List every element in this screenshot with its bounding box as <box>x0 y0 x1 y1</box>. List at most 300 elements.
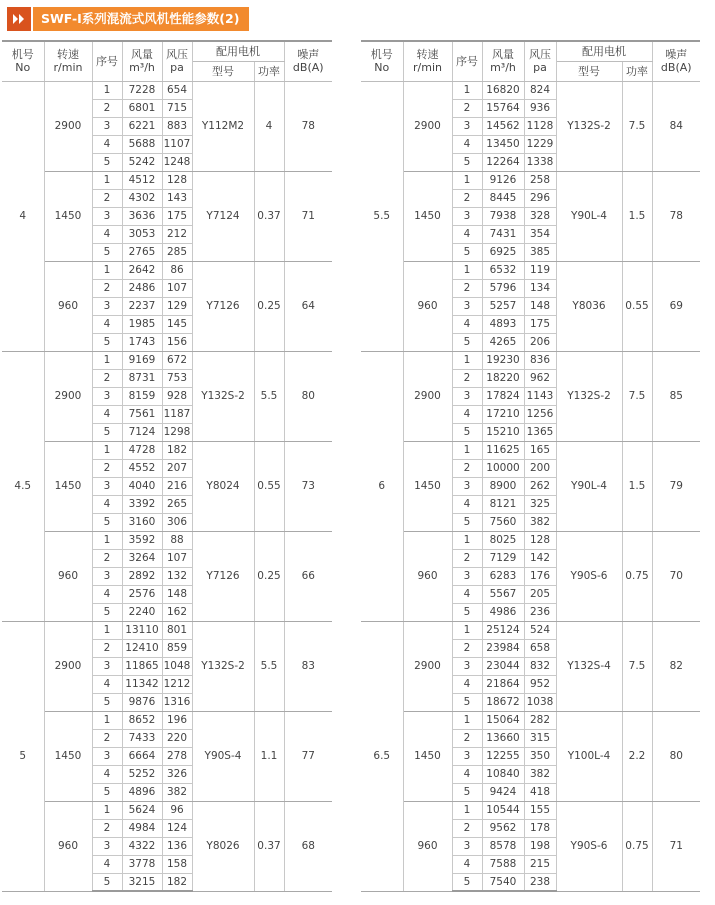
speed-cell: 1450 <box>403 171 452 261</box>
pressure-cell: 155 <box>524 801 556 819</box>
seq-cell: 5 <box>452 873 482 891</box>
flow-cell: 10840 <box>482 765 524 783</box>
pressure-cell: 128 <box>524 531 556 549</box>
pressure-cell: 285 <box>162 243 192 261</box>
seq-cell: 5 <box>92 873 122 891</box>
seq-cell: 4 <box>92 315 122 333</box>
pressure-cell: 836 <box>524 351 556 369</box>
flow-cell: 5796 <box>482 279 524 297</box>
pressure-cell: 196 <box>162 711 192 729</box>
pressure-cell: 220 <box>162 729 192 747</box>
seq-cell: 5 <box>92 603 122 621</box>
pressure-cell: 158 <box>162 855 192 873</box>
seq-cell: 3 <box>92 117 122 135</box>
flow-cell: 5624 <box>122 801 162 819</box>
pressure-cell: 936 <box>524 99 556 117</box>
pressure-cell: 1212 <box>162 675 192 693</box>
flow-cell: 4040 <box>122 477 162 495</box>
pressure-cell: 801 <box>162 621 192 639</box>
motor-model-cell: Y132S-2 <box>192 621 254 711</box>
motor-model-cell: Y132S-2 <box>192 351 254 441</box>
table-row <box>2 531 332 549</box>
pressure-cell: 129 <box>162 297 192 315</box>
flow-cell: 18672 <box>482 693 524 711</box>
noise-cell: 85 <box>652 351 700 441</box>
header-pressure: 风压 pa <box>524 41 556 81</box>
seq-cell: 4 <box>452 495 482 513</box>
noise-cell: 79 <box>652 441 700 531</box>
pressure-cell: 236 <box>524 603 556 621</box>
speed-cell: 960 <box>403 531 452 621</box>
motor-model-cell: Y7124 <box>192 171 254 261</box>
motor-power-cell: 1.5 <box>622 171 652 261</box>
seq-cell: 4 <box>452 405 482 423</box>
noise-cell: 82 <box>652 621 700 711</box>
seq-cell: 5 <box>452 603 482 621</box>
seq-cell: 2 <box>92 639 122 657</box>
flow-cell: 11342 <box>122 675 162 693</box>
header-flow: 风量 m³/h <box>122 41 162 81</box>
flow-cell: 9424 <box>482 783 524 801</box>
noise-cell: 83 <box>284 621 332 711</box>
seq-cell: 1 <box>92 81 122 99</box>
flow-cell: 10544 <box>482 801 524 819</box>
motor-power-cell: 0.55 <box>254 441 284 531</box>
flow-cell: 4984 <box>122 819 162 837</box>
seq-cell: 2 <box>452 279 482 297</box>
header-speed: 转速 r/min <box>44 41 92 81</box>
seq-cell: 2 <box>92 279 122 297</box>
flow-cell: 16820 <box>482 81 524 99</box>
flow-cell: 2237 <box>122 297 162 315</box>
header-model: 型号 <box>556 61 622 81</box>
pressure-cell: 142 <box>524 549 556 567</box>
flow-cell: 6532 <box>482 261 524 279</box>
pressure-cell: 107 <box>162 549 192 567</box>
seq-cell: 1 <box>92 531 122 549</box>
table-row <box>2 621 332 639</box>
table-row <box>2 801 332 819</box>
seq-cell: 2 <box>92 819 122 837</box>
seq-cell: 1 <box>452 171 482 189</box>
seq-cell: 4 <box>92 225 122 243</box>
pressure-cell: 1143 <box>524 387 556 405</box>
header-machine-no: 机号 No <box>361 41 403 81</box>
pressure-cell: 86 <box>162 261 192 279</box>
motor-power-cell: 4 <box>254 81 284 171</box>
seq-cell: 3 <box>92 837 122 855</box>
motor-power-cell: 0.75 <box>622 801 652 891</box>
pressure-cell: 124 <box>162 819 192 837</box>
speed-cell: 960 <box>44 261 92 351</box>
table-row <box>361 261 700 279</box>
pressure-cell: 1128 <box>524 117 556 135</box>
pressure-cell: 1338 <box>524 153 556 171</box>
seq-cell: 1 <box>92 801 122 819</box>
seq-cell: 5 <box>452 693 482 711</box>
flow-cell: 3215 <box>122 873 162 891</box>
flow-cell: 5567 <box>482 585 524 603</box>
pressure-cell: 382 <box>162 783 192 801</box>
seq-cell: 2 <box>92 189 122 207</box>
flow-cell: 3636 <box>122 207 162 225</box>
speed-cell: 1450 <box>44 171 92 261</box>
flow-cell: 8731 <box>122 369 162 387</box>
flow-cell: 7431 <box>482 225 524 243</box>
seq-cell: 1 <box>92 351 122 369</box>
speed-cell: 2900 <box>403 81 452 171</box>
motor-model-cell: Y90L-4 <box>556 441 622 531</box>
seq-cell: 5 <box>92 333 122 351</box>
speed-cell: 1450 <box>44 711 92 801</box>
speed-cell: 960 <box>44 801 92 891</box>
table-row <box>361 441 700 459</box>
noise-cell: 80 <box>284 351 332 441</box>
flow-cell: 6801 <box>122 99 162 117</box>
flow-cell: 5252 <box>122 765 162 783</box>
flow-cell: 4728 <box>122 441 162 459</box>
flow-cell: 8578 <box>482 837 524 855</box>
seq-cell: 5 <box>92 153 122 171</box>
seq-cell: 1 <box>452 531 482 549</box>
flow-cell: 21864 <box>482 675 524 693</box>
seq-cell: 1 <box>452 441 482 459</box>
header-seq: 序号 <box>452 41 482 81</box>
pressure-cell: 205 <box>524 585 556 603</box>
pressure-cell: 182 <box>162 873 192 891</box>
motor-model-cell: Y132S-2 <box>556 81 622 171</box>
seq-cell: 2 <box>452 819 482 837</box>
flow-cell: 7560 <box>482 513 524 531</box>
seq-cell: 4 <box>452 675 482 693</box>
flow-cell: 2486 <box>122 279 162 297</box>
speed-cell: 2900 <box>44 621 92 711</box>
pressure-cell: 200 <box>524 459 556 477</box>
noise-cell: 78 <box>652 171 700 261</box>
motor-power-cell: 0.25 <box>254 531 284 621</box>
flow-cell: 7561 <box>122 405 162 423</box>
seq-cell: 5 <box>452 513 482 531</box>
flow-cell: 23044 <box>482 657 524 675</box>
flow-cell: 3053 <box>122 225 162 243</box>
speed-cell: 960 <box>403 261 452 351</box>
seq-cell: 3 <box>92 657 122 675</box>
pressure-cell: 328 <box>524 207 556 225</box>
flow-cell: 3592 <box>122 531 162 549</box>
pressure-cell: 198 <box>524 837 556 855</box>
seq-cell: 4 <box>452 855 482 873</box>
header-flow: 风量 m³/h <box>482 41 524 81</box>
pressure-cell: 258 <box>524 171 556 189</box>
motor-model-cell: Y7126 <box>192 531 254 621</box>
pressure-cell: 1229 <box>524 135 556 153</box>
seq-cell: 2 <box>452 639 482 657</box>
seq-cell: 4 <box>452 135 482 153</box>
pressure-cell: 832 <box>524 657 556 675</box>
seq-cell: 3 <box>92 477 122 495</box>
flow-cell: 7124 <box>122 423 162 441</box>
header-speed: 转速 r/min <box>403 41 452 81</box>
seq-cell: 4 <box>92 675 122 693</box>
seq-cell: 2 <box>452 729 482 747</box>
pressure-cell: 143 <box>162 189 192 207</box>
flow-cell: 1743 <box>122 333 162 351</box>
pressure-cell: 148 <box>162 585 192 603</box>
machine-no-cell: 6 <box>361 351 403 621</box>
table-row <box>361 531 700 549</box>
pressure-cell: 1107 <box>162 135 192 153</box>
pressure-cell: 134 <box>524 279 556 297</box>
pressure-cell: 175 <box>162 207 192 225</box>
flow-cell: 6283 <box>482 567 524 585</box>
noise-cell: 80 <box>652 711 700 801</box>
flow-cell: 11865 <box>122 657 162 675</box>
flow-cell: 23984 <box>482 639 524 657</box>
seq-cell: 3 <box>452 567 482 585</box>
flow-cell: 8900 <box>482 477 524 495</box>
pressure-cell: 824 <box>524 81 556 99</box>
pressure-cell: 1256 <box>524 405 556 423</box>
motor-power-cell: 0.25 <box>254 261 284 351</box>
pressure-cell: 1298 <box>162 423 192 441</box>
seq-cell: 5 <box>452 153 482 171</box>
flow-cell: 25124 <box>482 621 524 639</box>
table-row <box>2 351 332 369</box>
pressure-cell: 1048 <box>162 657 192 675</box>
flow-cell: 4322 <box>122 837 162 855</box>
seq-cell: 4 <box>452 765 482 783</box>
noise-cell: 78 <box>284 81 332 171</box>
flow-cell: 2892 <box>122 567 162 585</box>
flow-cell: 4265 <box>482 333 524 351</box>
flow-cell: 9169 <box>122 351 162 369</box>
pressure-cell: 354 <box>524 225 556 243</box>
noise-cell: 77 <box>284 711 332 801</box>
seq-cell: 2 <box>452 189 482 207</box>
speed-cell: 2900 <box>403 621 452 711</box>
flow-cell: 17210 <box>482 405 524 423</box>
pressure-cell: 216 <box>162 477 192 495</box>
flow-cell: 12264 <box>482 153 524 171</box>
flow-cell: 7588 <box>482 855 524 873</box>
pressure-cell: 1365 <box>524 423 556 441</box>
pressure-cell: 182 <box>162 441 192 459</box>
motor-model-cell: Y7126 <box>192 261 254 351</box>
flow-cell: 3778 <box>122 855 162 873</box>
flow-cell: 4986 <box>482 603 524 621</box>
motor-model-cell: Y112M2 <box>192 81 254 171</box>
flow-cell: 2576 <box>122 585 162 603</box>
seq-cell: 5 <box>452 333 482 351</box>
flow-cell: 3160 <box>122 513 162 531</box>
seq-cell: 5 <box>452 243 482 261</box>
pressure-cell: 326 <box>162 765 192 783</box>
flow-cell: 9876 <box>122 693 162 711</box>
flow-cell: 17824 <box>482 387 524 405</box>
speed-cell: 960 <box>403 801 452 891</box>
pressure-cell: 382 <box>524 765 556 783</box>
pressure-cell: 672 <box>162 351 192 369</box>
seq-cell: 1 <box>452 351 482 369</box>
machine-no-cell: 5.5 <box>361 81 403 351</box>
seq-cell: 5 <box>452 783 482 801</box>
pressure-cell: 654 <box>162 81 192 99</box>
flow-cell: 13110 <box>122 621 162 639</box>
pressure-cell: 1038 <box>524 693 556 711</box>
table-row <box>361 171 700 189</box>
pressure-cell: 176 <box>524 567 556 585</box>
motor-power-cell: 0.55 <box>622 261 652 351</box>
seq-cell: 1 <box>452 81 482 99</box>
seq-cell: 4 <box>452 315 482 333</box>
flow-cell: 4512 <box>122 171 162 189</box>
seq-cell: 3 <box>452 477 482 495</box>
seq-cell: 2 <box>92 549 122 567</box>
flow-cell: 5242 <box>122 153 162 171</box>
flow-cell: 4302 <box>122 189 162 207</box>
pressure-cell: 207 <box>162 459 192 477</box>
motor-power-cell: 1.5 <box>622 441 652 531</box>
seq-cell: 1 <box>452 261 482 279</box>
pressure-cell: 262 <box>524 477 556 495</box>
flow-cell: 2642 <box>122 261 162 279</box>
seq-cell: 4 <box>92 135 122 153</box>
seq-cell: 1 <box>452 621 482 639</box>
pressure-cell: 165 <box>524 441 556 459</box>
seq-cell: 5 <box>92 513 122 531</box>
flow-cell: 8652 <box>122 711 162 729</box>
seq-cell: 3 <box>92 747 122 765</box>
seq-cell: 1 <box>92 711 122 729</box>
motor-power-cell: 7.5 <box>622 621 652 711</box>
seq-cell: 1 <box>452 801 482 819</box>
pressure-cell: 658 <box>524 639 556 657</box>
seq-cell: 2 <box>92 729 122 747</box>
flow-cell: 15064 <box>482 711 524 729</box>
seq-cell: 3 <box>452 837 482 855</box>
table-row <box>2 261 332 279</box>
flow-cell: 5688 <box>122 135 162 153</box>
pressure-cell: 88 <box>162 531 192 549</box>
seq-cell: 3 <box>92 567 122 585</box>
seq-cell: 5 <box>92 243 122 261</box>
seq-cell: 1 <box>92 621 122 639</box>
seq-cell: 4 <box>92 405 122 423</box>
motor-model-cell: Y8024 <box>192 441 254 531</box>
pressure-cell: 128 <box>162 171 192 189</box>
seq-cell: 3 <box>452 207 482 225</box>
seq-cell: 3 <box>92 297 122 315</box>
noise-cell: 71 <box>284 171 332 261</box>
flow-cell: 9562 <box>482 819 524 837</box>
motor-power-cell: 0.75 <box>622 531 652 621</box>
table-row <box>361 81 700 99</box>
flow-cell: 4552 <box>122 459 162 477</box>
header-power: 功率 <box>622 61 652 81</box>
performance-table-right <box>361 40 700 892</box>
machine-no-cell: 5 <box>2 621 44 891</box>
pressure-cell: 212 <box>162 225 192 243</box>
pressure-cell: 928 <box>162 387 192 405</box>
pressure-cell: 1187 <box>162 405 192 423</box>
table-body-right <box>361 81 700 891</box>
seq-cell: 4 <box>452 225 482 243</box>
seq-cell: 2 <box>452 369 482 387</box>
pressure-cell: 156 <box>162 333 192 351</box>
motor-power-cell: 7.5 <box>622 81 652 171</box>
table-row <box>2 441 332 459</box>
flow-cell: 19230 <box>482 351 524 369</box>
pressure-cell: 385 <box>524 243 556 261</box>
seq-cell: 5 <box>92 423 122 441</box>
seq-cell: 2 <box>92 99 122 117</box>
flow-cell: 7938 <box>482 207 524 225</box>
flow-cell: 6221 <box>122 117 162 135</box>
header-noise: 噪声 dB(A) <box>652 41 700 81</box>
speed-cell: 960 <box>44 531 92 621</box>
noise-cell: 69 <box>652 261 700 351</box>
pressure-cell: 107 <box>162 279 192 297</box>
pressure-cell: 418 <box>524 783 556 801</box>
motor-model-cell: Y90L-4 <box>556 171 622 261</box>
flow-cell: 2765 <box>122 243 162 261</box>
pressure-cell: 215 <box>524 855 556 873</box>
table-body-left <box>2 81 332 891</box>
motor-power-cell: 1.1 <box>254 711 284 801</box>
pressure-cell: 753 <box>162 369 192 387</box>
pressure-cell: 1316 <box>162 693 192 711</box>
pressure-cell: 148 <box>524 297 556 315</box>
speed-cell: 2900 <box>44 351 92 441</box>
section-banner <box>7 7 249 31</box>
pressure-cell: 350 <box>524 747 556 765</box>
header-machine-no: 机号 No <box>2 41 44 81</box>
pressure-cell: 524 <box>524 621 556 639</box>
seq-cell: 4 <box>92 585 122 603</box>
speed-cell: 1450 <box>403 711 452 801</box>
table-row <box>361 351 700 369</box>
seq-cell: 5 <box>92 693 122 711</box>
seq-cell: 3 <box>452 297 482 315</box>
pressure-cell: 715 <box>162 99 192 117</box>
motor-power-cell: 5.5 <box>254 621 284 711</box>
pressure-cell: 132 <box>162 567 192 585</box>
flow-cell: 2240 <box>122 603 162 621</box>
double-chevron-right-icon <box>7 7 31 31</box>
seq-cell: 2 <box>452 99 482 117</box>
speed-cell: 2900 <box>44 81 92 171</box>
seq-cell: 3 <box>92 387 122 405</box>
pressure-cell: 296 <box>524 189 556 207</box>
pressure-cell: 883 <box>162 117 192 135</box>
header-motor: 配用电机 <box>192 41 284 61</box>
speed-cell: 2900 <box>403 351 452 441</box>
seq-cell: 4 <box>92 495 122 513</box>
flow-cell: 8159 <box>122 387 162 405</box>
pressure-cell: 136 <box>162 837 192 855</box>
pressure-cell: 96 <box>162 801 192 819</box>
noise-cell: 84 <box>652 81 700 171</box>
table-row <box>2 711 332 729</box>
pressure-cell: 952 <box>524 675 556 693</box>
flow-cell: 7433 <box>122 729 162 747</box>
noise-cell: 70 <box>652 531 700 621</box>
seq-cell: 4 <box>452 585 482 603</box>
flow-cell: 18220 <box>482 369 524 387</box>
seq-cell: 2 <box>92 459 122 477</box>
seq-cell: 1 <box>452 711 482 729</box>
pressure-cell: 1248 <box>162 153 192 171</box>
